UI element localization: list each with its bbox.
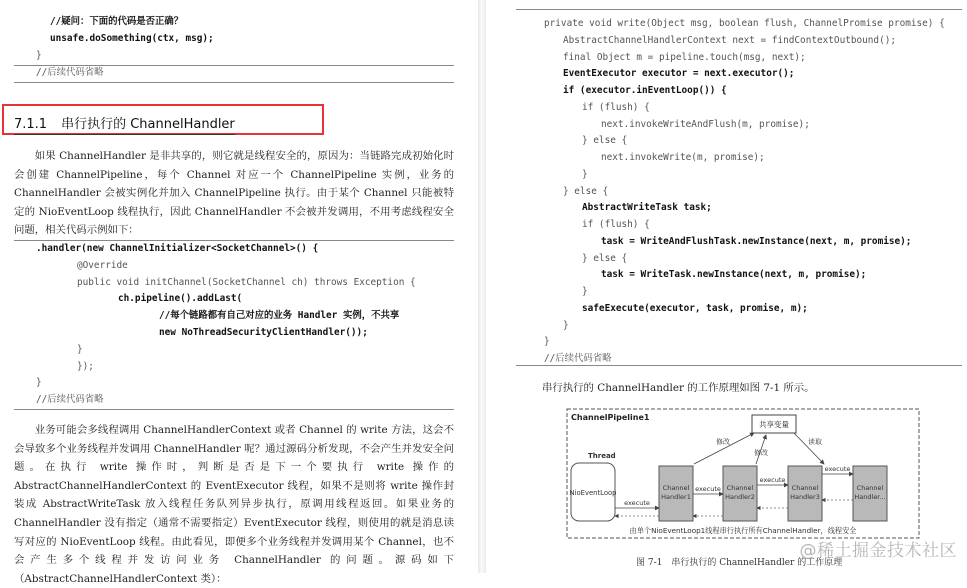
thread-label: Thread	[588, 452, 616, 460]
channel-handler-label: Channel	[856, 484, 884, 492]
code-line: .handler(new ChannelInitializer<SocketChannel>() {	[36, 243, 319, 254]
channel-handler-label: Handler1	[661, 493, 691, 501]
code-line: } else {	[582, 135, 628, 147]
code-line: //后续代码省略	[36, 67, 104, 78]
code-line: public void initChannel(SocketChannel ch) throws Exception {	[77, 276, 416, 288]
code-line: if (flush) {	[582, 219, 650, 230]
section-title: 串行执行的 ChannelHandler	[61, 117, 235, 132]
code-line: AbstractChannelHandlerContext next = findContextOutbound();	[563, 34, 897, 46]
code-line: final Object m = pipeline.touch(msg, next);	[563, 51, 806, 63]
code-divider	[14, 65, 454, 66]
code-line: } else {	[582, 252, 628, 264]
code-line: task = WriteTask.newInstance(next, m, promise);	[601, 269, 867, 281]
read-label: 读取	[808, 438, 822, 446]
code-line: }	[36, 377, 42, 389]
code-divider	[14, 240, 454, 241]
modify-label-1: 修改	[716, 438, 730, 446]
code-line: }	[77, 343, 83, 355]
watermark: @稀土掘金技术社区	[799, 541, 957, 561]
figure-intro: 串行执行的 ChannelHandler 的工作原理如图 7-1 所示。	[542, 382, 815, 394]
modify-label-2: 修改	[754, 449, 768, 457]
execute-label: execute	[759, 476, 786, 484]
code-line: }	[544, 336, 550, 348]
code-line: }	[36, 50, 42, 61]
code-line: if (flush) {	[582, 101, 650, 113]
thread-box-label: NioEventLoop	[569, 489, 617, 497]
code-line: //后续代码省略	[544, 353, 612, 364]
code-divider	[14, 409, 454, 410]
execute-label: execute	[695, 485, 721, 493]
code-line: }	[582, 286, 588, 297]
code-line: }	[563, 319, 569, 331]
code-divider	[516, 365, 962, 366]
code-line: ch.pipeline().addLast(	[118, 293, 243, 305]
channel-handler-label: Channel	[791, 484, 819, 492]
code-line: EventExecutor executor = next.executor();	[563, 68, 795, 80]
code-line: safeExecute(executor, task, promise, m);	[582, 302, 808, 314]
code-divider	[14, 82, 454, 83]
code-line: if (executor.inEventLoop()) {	[563, 85, 727, 96]
code-line: //每个链路都有自己对应的业务 Handler 实例，不共享	[159, 310, 400, 322]
channel-handler-label: Handler2	[725, 493, 755, 501]
code-line: }	[582, 168, 588, 180]
code-divider	[516, 9, 962, 10]
code-line: new NoThreadSecurityClientHandler());	[159, 327, 368, 338]
execute-label: execute	[624, 499, 650, 507]
channel-handler-label: Channel	[662, 484, 690, 492]
channel-handler-label: Handler3	[790, 493, 820, 501]
code-line: //疑问：下面的代码是否正确？	[50, 16, 184, 27]
code-line: next.invokeWrite(m, promise);	[601, 152, 765, 163]
left-page	[0, 0, 478, 585]
channel-handler-label: Handler...	[854, 493, 886, 501]
shared-variable-label: 共享变量	[759, 420, 789, 429]
code-line: task = WriteAndFlushTask.newInstance(next, m, promise);	[601, 235, 912, 247]
right-page	[486, 0, 967, 573]
code-line: AbstractWriteTask task;	[582, 202, 712, 214]
diagram-note: 由单个NioEventLoop1线程串行执行所有ChannelHandler，线程安全	[629, 526, 857, 535]
book-gutter	[478, 0, 486, 573]
code-line: next.invokeWriteAndFlush(m, promise);	[601, 118, 810, 130]
paragraph: 如果 ChannelHandler 是非共享的，则它就是线程安全的，原因为：当链路完成初始化时会创建 ChannelPipeline，每个 Channel 对应一个 ChannelPipeline 实例，业务的 ChannelHandler 会被实例化并加入 ChannelPipeline 执行。由于某个 Channel 只能被特定的 NioEventLoop 线程执行，因此 ChannelHandler 不会被并发调用，不用考虑线程安全问题，相关代码示例如下：	[14, 150, 454, 237]
code-line: private void write(Object msg, boolean flush, ChannelPromise promise) {	[544, 18, 945, 29]
pipeline-label: ChannelPipeline1	[571, 413, 650, 422]
code-line: unsafe.doSomething(ctx, msg);	[50, 33, 214, 44]
code-line: } else {	[563, 185, 609, 197]
code-line: @Override	[77, 259, 128, 271]
channel-handler-label: Channel	[726, 484, 754, 492]
section-number: 7.1.1	[14, 117, 48, 132]
code-line: });	[77, 360, 94, 372]
section-heading	[14, 113, 235, 135]
paragraph: 业务可能会多线程调用 ChannelHandlerContext 或者 Channel 的 write 方法，这会不会导致多个业务线程并发调用 ChannelHandler 呢？通过源码分析发现，不会产生并发安全问题。在执行 write 操作时，判断是否是下一个要执行 write 操作的 AbstractChannelHandlerContext 的 EventExecutor 线程，如果不是则将 write 操作封装成 AbstractWriteTask 放入线程任务队列异步执行，原调用线程返回。如果业务的 ChannelHandler 没有指定（通常不需要指定）EventExecutor 线程，则使用的就是消息读写对应的 NioEventLoop 线程。由此看见，即便多个业务线程并发调用某个 Channel，也不会产生多个线程并发访问业务 ChannelHandler 的问题。源码如下（AbstractChannelHandlerContext 类）：	[14, 424, 454, 585]
execute-label: execute	[824, 465, 851, 473]
figure-caption: 图 7-1 串行执行的 ChannelHandler 的工作原理	[636, 558, 843, 568]
pipeline-diagram	[566, 408, 920, 550]
code-line: //后续代码省略	[36, 394, 104, 406]
